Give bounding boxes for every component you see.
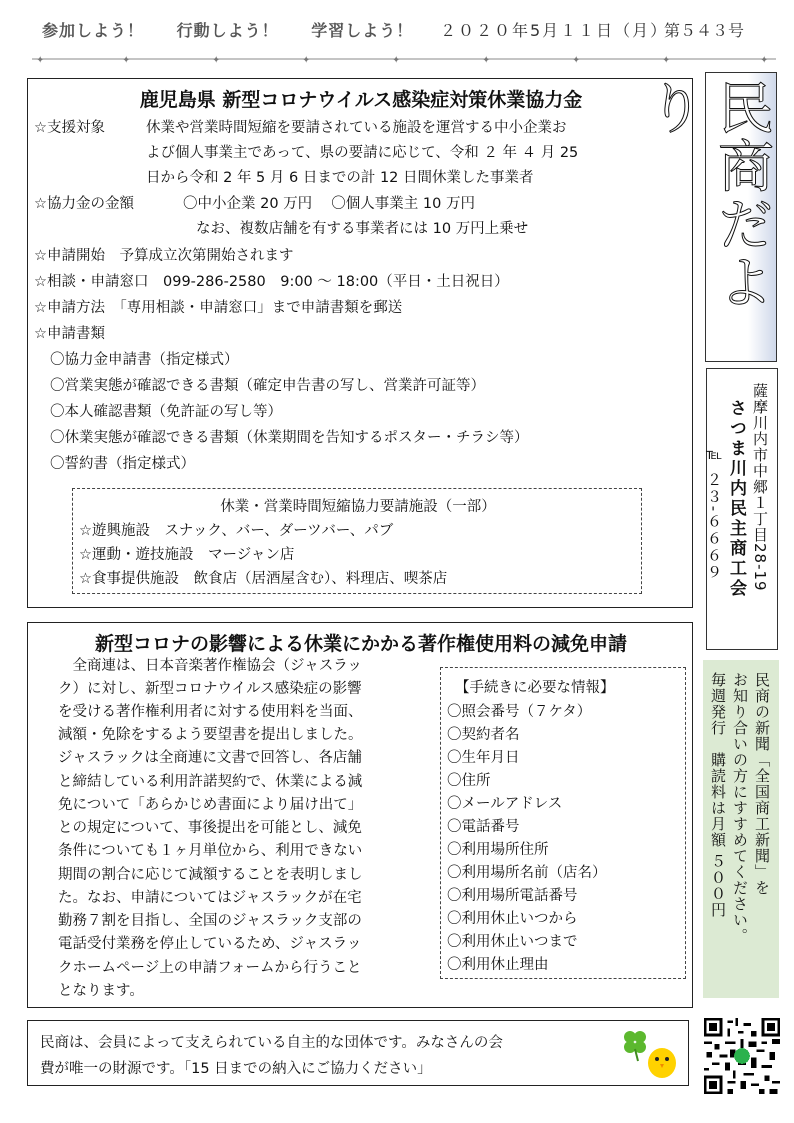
svg-text:✦: ✦: [482, 55, 491, 66]
body-line: ジャスラックは全商連に文書で回答し、各店舗: [58, 750, 362, 766]
organization-name: さつま川内民主商工会: [726, 399, 746, 599]
support-target-line: 休業や営業時間短縮を要請されている施設を運営する中小企業お: [146, 120, 567, 136]
slogan: 参加しよう！: [42, 21, 145, 40]
body-line: 減額・免除をするよう要望書を提出しました。: [58, 727, 363, 743]
slogan: 行動しよう！: [176, 21, 279, 40]
amount-line: なお、複数店舗を有する事業者には 10 万円上乗せ: [196, 221, 529, 237]
facilities-title: 休業・営業時間短縮協力要請施設（一部）: [220, 499, 496, 515]
body-line: 期間の割合に応じて減額することを表明しまし: [58, 867, 363, 883]
svg-text:✦: ✦: [572, 55, 581, 66]
facility-item: ☆遊興施設 スナック、バー、ダーツバー、パブ: [79, 523, 394, 539]
document-item: 〇営業実態が確認できる書類（確定申告書の写し、営業許可証等）: [50, 378, 485, 394]
header-slogans: [42, 18, 439, 41]
address-box: [706, 368, 778, 650]
amount-line: 〇中小企業 20 万円 〇個人事業主 10 万円: [183, 196, 475, 212]
clover-chick-mascot-icon: [618, 1027, 682, 1083]
promo-line: 民商の新聞「全国商工新聞」を: [753, 672, 771, 896]
decorative-star-rule: [32, 52, 776, 66]
promo-line: 毎週発行 購読料は月額 ５００円: [709, 672, 727, 918]
info-item: 〇利用場所電話番号: [447, 888, 578, 904]
newspaper-promo-text: [707, 672, 773, 944]
body-line: 免について「あらかじめ書面により届け出て」: [58, 797, 363, 813]
document-item: 〇協力金申請書（指定様式）: [50, 352, 239, 368]
svg-text:✦: ✦: [662, 55, 671, 66]
svg-text:✦: ✦: [392, 55, 401, 66]
header: [0, 0, 794, 66]
document-item: 〇誓約書（指定様式）: [50, 456, 195, 472]
body-line: ク）に対し、新型コロナウイルス感染症の影響: [58, 681, 362, 697]
address-line: 薩摩川内市中郷１丁目28-19: [751, 383, 769, 592]
footer-notice: [27, 1020, 689, 1086]
body-line: 条件についても１ヶ月単位から、利用できない: [58, 843, 363, 859]
body-line: クホームページ上の申請フォームから行うこと: [58, 960, 362, 976]
masthead: [639, 72, 777, 362]
amount-label: ☆協力金の金額: [34, 196, 134, 212]
body-line: との規定について、事後提出を可能とし、減免: [58, 820, 362, 836]
application-method: ☆申請方法 「専用相談・申請窓口」まで申請書類を郵送: [34, 300, 403, 316]
body-line: 勤務７割を目指し、全国のジャスラック支部の: [58, 913, 362, 929]
application-start: ☆申請開始 予算成立次第開始されます: [34, 248, 294, 264]
article-title: 新型コロナの影響による休業にかかる著作権使用料の減免申請: [94, 633, 627, 655]
article-title: 鹿児島県 新型コロナウイルス感染症対策休業協力金: [139, 89, 583, 111]
info-item: 〇利用場所名前（店名）: [447, 865, 607, 881]
newspaper-promo: [703, 660, 779, 998]
info-item: 〇契約者名: [447, 727, 520, 743]
info-item: 〇利用休止いつまで: [447, 934, 578, 950]
info-item: 〇利用休止いつから: [447, 911, 578, 927]
support-target-line: 日から令和 2 年 5 月 6 日までの計 12 日間休業した事業者: [146, 170, 534, 186]
body-line: た。なお、申請についてはジャスラックが在宅: [58, 890, 362, 906]
issue-date: ２０２０年5月１１日（月）: [440, 21, 669, 40]
info-item: 〇生年月日: [447, 750, 520, 766]
document-item: 〇本人確認書類（免許証の写し等）: [50, 404, 282, 420]
info-item: 〇利用場所住所: [447, 842, 549, 858]
phone-number: ℡ ２３-６６６９: [705, 445, 723, 582]
contact-window: ☆相談・申請窓口 099-286-2580 9:00 ～ 18:00（平日・土日祝日）: [34, 274, 509, 290]
promo-line: お知り合いの方にすすめてください。: [731, 672, 749, 944]
body-line: となります。: [58, 983, 144, 999]
svg-text:✦: ✦: [760, 55, 769, 66]
body-line: 電話受付業務を停止しているため、ジャスラッ: [58, 936, 362, 952]
slogan: 学習しよう！: [311, 21, 414, 40]
svg-text:✦: ✦: [302, 55, 311, 66]
svg-text:✦: ✦: [122, 55, 131, 66]
facility-item: ☆食事提供施設 飲食店（居酒屋含む）、料理店、喫茶店: [79, 571, 448, 587]
info-item: 〇利用休止理由: [447, 957, 549, 973]
documents-label: ☆申請書類: [34, 326, 105, 342]
info-item: 〇住所: [447, 773, 491, 789]
footer-line: 費が唯一の財源です。「15 日までの納入にご協力ください」: [40, 1061, 432, 1077]
svg-text:✦: ✦: [212, 55, 221, 66]
info-title: 【手続きに必要な情報】: [455, 680, 615, 696]
required-info-box: [440, 667, 686, 979]
document-item: 〇休業実態が確認できる書類（休業期間を告知するポスター・チラシ等）: [50, 430, 529, 446]
body-line: を受ける著作権利用者に対する使用料を当面、: [58, 704, 363, 720]
facilities-box: [72, 488, 642, 594]
support-target-line: よび個人事業主であって、県の要請に応じて、令和 ２ 年 ４ 月 25: [146, 145, 579, 161]
body-line: と締結している利用許諾契約で、休業による減: [58, 774, 363, 790]
info-item: 〇電話番号: [447, 819, 520, 835]
body-line: 全商連は、日本音楽著作権協会（ジャスラッ: [58, 658, 362, 674]
issue-number: 第５４３号: [664, 21, 745, 40]
masthead-title: 民商だより: [639, 79, 774, 311]
facility-item: ☆運動・遊技施設 マージャン店: [79, 547, 295, 563]
info-item: 〇照会番号（７ケタ）: [447, 704, 592, 720]
svg-text:✦: ✦: [36, 55, 45, 66]
qr-code-icon: [704, 1018, 780, 1094]
footer-line: 民商は、会員によって支えられている自主的な団体です。みなさんの会: [40, 1035, 503, 1051]
jasrac-article: [27, 622, 693, 1008]
support-target-label: ☆支援対象: [34, 120, 105, 136]
info-item: 〇メールアドレス: [447, 796, 563, 812]
